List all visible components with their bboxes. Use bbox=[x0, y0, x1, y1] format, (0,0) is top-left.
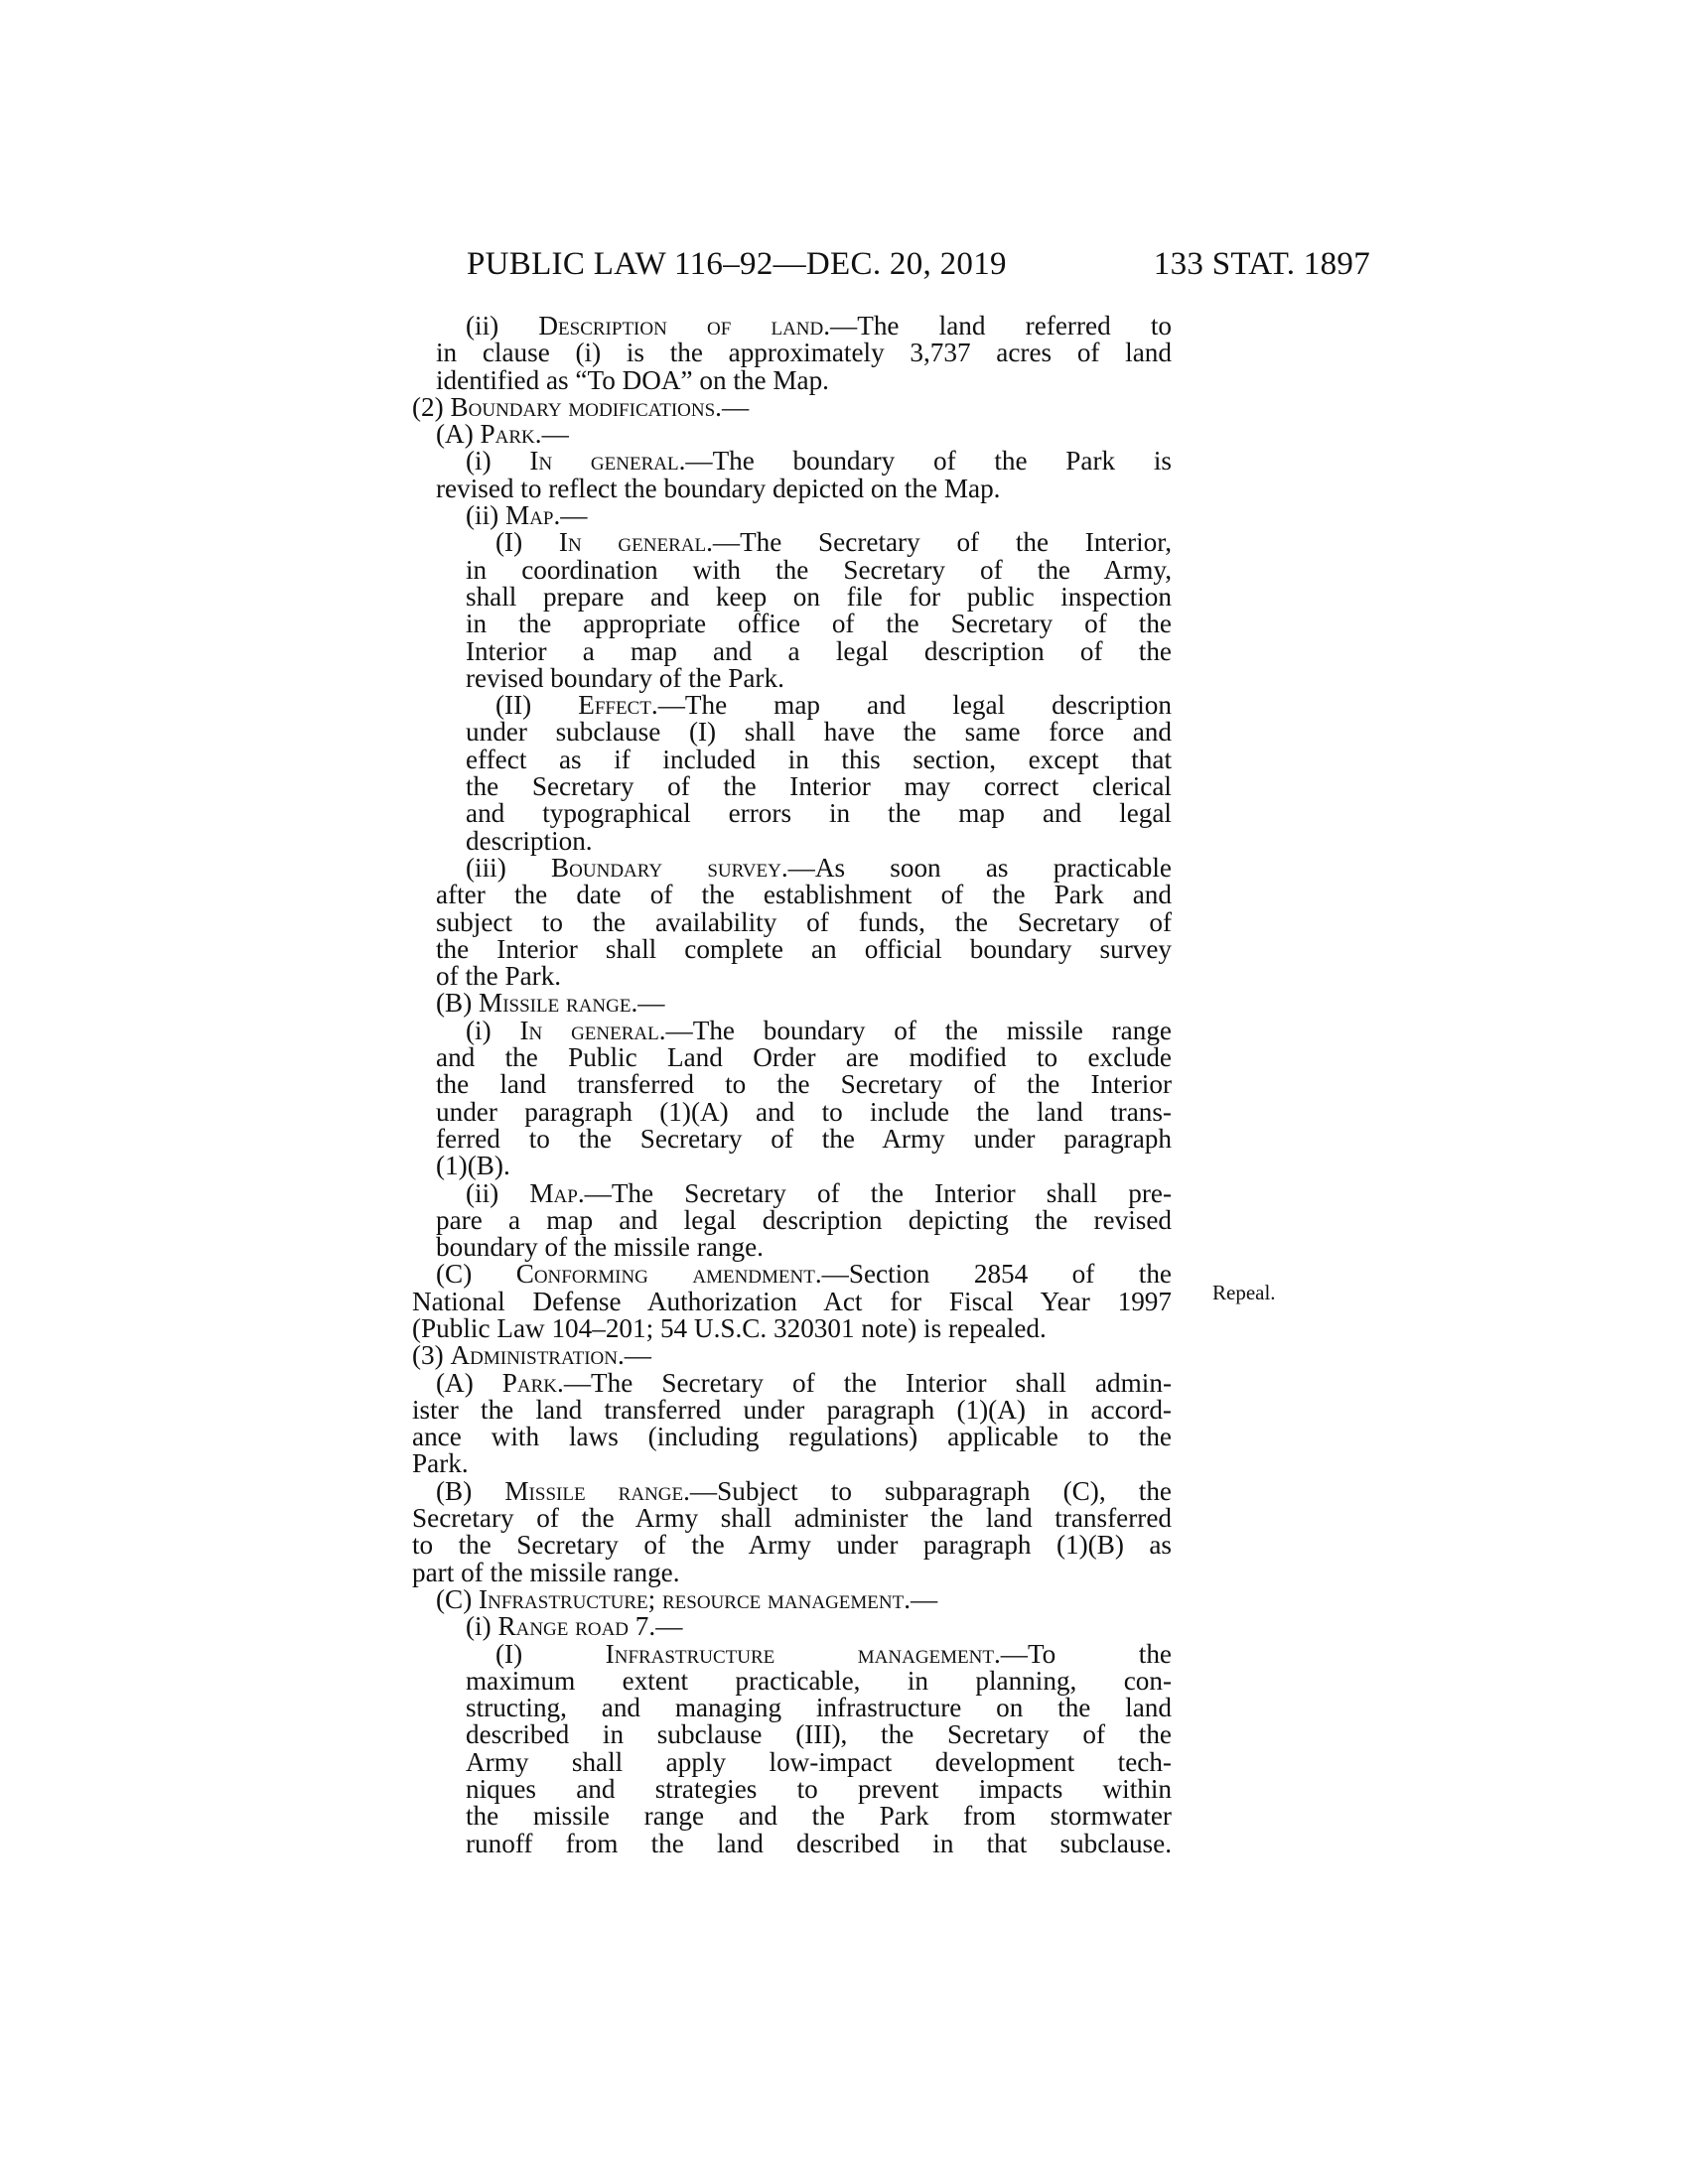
text-line bbox=[412, 448, 1172, 475]
line-text: .—To the bbox=[993, 1638, 1172, 1669]
line-text: description. bbox=[466, 825, 593, 856]
line-text: in clause (i) is the approximately 3,737 acres of land bbox=[436, 338, 1172, 368]
line-text: .— bbox=[617, 1340, 651, 1371]
text-line bbox=[412, 473, 1172, 503]
text-line bbox=[412, 963, 1172, 990]
line-text: ister the land transferred under paragraph (1)(A) in accord- bbox=[412, 1394, 1172, 1425]
text-line bbox=[412, 1204, 1172, 1235]
line-text: runoff from the land described in that subclause. bbox=[466, 1828, 1172, 1858]
text-line bbox=[412, 1665, 1172, 1696]
line-text: .—Subject to subparagraph (C), the bbox=[683, 1475, 1172, 1506]
statute-text bbox=[412, 313, 1172, 1857]
text-line bbox=[412, 581, 1172, 612]
text-line bbox=[412, 773, 1172, 800]
line-text: National Defense Authorization Act for Fiscal Year 1997 bbox=[412, 1286, 1172, 1316]
line-text: Interior a map and a legal description of the bbox=[466, 635, 1172, 666]
line-text: .—The Secretary of the Interior shall pre- bbox=[577, 1177, 1173, 1208]
line-text: .—The Secretary of the Interior shall admin- bbox=[557, 1367, 1172, 1398]
clause-designator: (ii) bbox=[466, 1177, 530, 1208]
line-text: .—Section 2854 of the bbox=[814, 1259, 1172, 1290]
clause-designator: (B) bbox=[436, 1475, 505, 1506]
text-line bbox=[412, 1776, 1172, 1803]
text-line bbox=[412, 662, 1172, 693]
clause-heading: In general bbox=[558, 527, 707, 558]
text-line bbox=[412, 1342, 1172, 1369]
text-line bbox=[412, 1015, 1172, 1045]
text-line bbox=[412, 1828, 1172, 1858]
line-text: revised boundary of the Park. bbox=[466, 662, 784, 693]
text-line bbox=[412, 1746, 1172, 1777]
text-line bbox=[412, 364, 1172, 395]
clause-designator: (A) bbox=[436, 419, 481, 450]
running-head: PUBLIC LAW 116–92—DEC. 20, 2019 bbox=[467, 246, 1007, 282]
clause-designator: (I) bbox=[495, 527, 559, 558]
clause-designator: (A) bbox=[436, 1367, 502, 1398]
text-line bbox=[412, 825, 1172, 856]
text-line bbox=[412, 1695, 1172, 1721]
text-line bbox=[412, 421, 1172, 448]
text-line bbox=[412, 990, 1172, 1017]
line-text: (Public Law 104–201; 54 U.S.C. 320301 note) is repealed. bbox=[412, 1312, 1047, 1343]
clause-designator: (C) bbox=[436, 1259, 516, 1290]
line-text: .— bbox=[631, 988, 665, 1019]
line-text: boundary of the missile range. bbox=[436, 1232, 764, 1263]
line-text: and the Public Land Order are modified to exclude bbox=[436, 1042, 1172, 1073]
clause-heading: Map bbox=[529, 1177, 578, 1208]
line-text: .—As soon as practicable bbox=[780, 852, 1172, 883]
line-text: in coordination with the Secretary of the Army, bbox=[466, 554, 1172, 585]
line-text: Secretary of the Army shall administer the land transferred bbox=[412, 1503, 1172, 1534]
line-text: and typographical errors in the map and legal bbox=[466, 798, 1172, 829]
clause-heading: Missile range bbox=[504, 1475, 684, 1506]
line-text: the Secretary of the Interior may correct clerical bbox=[466, 771, 1172, 802]
text-line bbox=[412, 719, 1172, 746]
line-text: after the date of the establishment of the Park and bbox=[436, 880, 1172, 910]
text-line bbox=[412, 800, 1172, 827]
line-text: under paragraph (1)(A) and to include the land trans- bbox=[436, 1096, 1172, 1127]
text-line bbox=[412, 1234, 1172, 1261]
text-line bbox=[412, 882, 1172, 908]
line-text: Park. bbox=[412, 1448, 469, 1479]
line-text: .— bbox=[648, 1611, 683, 1642]
clause-designator: (2) bbox=[412, 391, 451, 422]
text-line bbox=[412, 933, 1172, 964]
text-line bbox=[412, 1394, 1172, 1425]
line-text: in the appropriate office of the Secretary of the bbox=[466, 609, 1172, 639]
text-line bbox=[412, 1096, 1172, 1127]
line-text: .—The land referred to bbox=[823, 311, 1173, 341]
text-line bbox=[412, 1286, 1172, 1316]
text-line bbox=[412, 1312, 1172, 1343]
text-line bbox=[412, 502, 1172, 529]
text-line bbox=[412, 1044, 1172, 1071]
text-line bbox=[412, 852, 1172, 883]
clause-heading: Range road 7 bbox=[497, 1611, 649, 1642]
text-line bbox=[412, 391, 1172, 422]
line-text: niques and strategies to prevent impacts within bbox=[466, 1774, 1172, 1805]
clause-heading: Boundary survey bbox=[551, 852, 781, 883]
line-text: .—The map and legal description bbox=[650, 690, 1172, 721]
clause-designator: (C) bbox=[436, 1583, 480, 1614]
line-text: maximum extent practicable, in planning, con- bbox=[466, 1665, 1172, 1696]
page-header bbox=[467, 246, 1370, 286]
clause-designator: (I) bbox=[495, 1638, 606, 1669]
line-text: .— bbox=[904, 1583, 938, 1614]
clause-designator: (ii) bbox=[466, 311, 539, 341]
line-text: described in subclause (III), the Secretary of the bbox=[466, 1719, 1172, 1750]
text-line bbox=[412, 1613, 1172, 1640]
clause-designator: (3) bbox=[412, 1340, 451, 1371]
line-text: under subclause (I) shall have the same force and bbox=[466, 717, 1172, 748]
text-line bbox=[412, 529, 1172, 556]
line-text: Army shall apply low-impact development tech- bbox=[466, 1746, 1172, 1777]
text-line bbox=[412, 1367, 1172, 1398]
text-line bbox=[412, 313, 1172, 340]
text-line bbox=[412, 1153, 1172, 1179]
clause-heading: Description of land bbox=[538, 311, 824, 341]
text-line bbox=[412, 1177, 1173, 1208]
line-text: the Interior shall complete an official boundary survey bbox=[436, 933, 1172, 964]
clause-heading: Park bbox=[480, 419, 535, 450]
line-text: subject to the availability of funds, the Secretary of bbox=[436, 906, 1172, 937]
line-text: .— bbox=[553, 500, 588, 531]
text-line bbox=[412, 692, 1172, 719]
text-line bbox=[412, 1424, 1172, 1450]
clause-designator: (II) bbox=[495, 690, 579, 721]
text-line bbox=[412, 1721, 1172, 1748]
line-text: of the Park. bbox=[436, 961, 562, 992]
text-line bbox=[412, 906, 1172, 937]
line-text: .— bbox=[534, 419, 569, 450]
clause-heading: Administration bbox=[450, 1340, 618, 1371]
text-line bbox=[412, 744, 1172, 774]
clause-designator: (i) bbox=[466, 1015, 520, 1045]
text-line bbox=[412, 611, 1172, 637]
line-text: (1)(B). bbox=[436, 1151, 510, 1181]
text-line bbox=[412, 1261, 1172, 1288]
clause-heading: Infrastructure management bbox=[605, 1638, 994, 1669]
line-text: pare a map and legal description depicting the revised bbox=[436, 1204, 1172, 1235]
margin-note: Repeal. bbox=[1212, 1281, 1276, 1304]
clause-heading: In general bbox=[519, 1015, 659, 1045]
clause-heading: Conforming amendment bbox=[515, 1259, 815, 1290]
clause-heading: Park bbox=[501, 1367, 558, 1398]
line-text: the land transferred to the Secretary of the Interior bbox=[436, 1069, 1172, 1100]
line-text: ance with laws (including regulations) applicable to the bbox=[412, 1422, 1172, 1452]
text-line bbox=[412, 635, 1172, 666]
line-text: revised to reflect the boundary depicted on the Map. bbox=[436, 473, 1001, 503]
page-number: 133 STAT. 1897 bbox=[1153, 246, 1370, 282]
text-line bbox=[412, 1475, 1172, 1506]
line-text: part of the missile range. bbox=[412, 1557, 680, 1587]
text-line bbox=[412, 1638, 1172, 1669]
text-line bbox=[412, 340, 1172, 366]
line-text: structing, and managing infrastructure on the land bbox=[466, 1693, 1172, 1723]
line-text: .— bbox=[715, 391, 750, 422]
text-line bbox=[412, 1505, 1172, 1532]
text-line bbox=[412, 1450, 1172, 1477]
clause-designator: (B) bbox=[436, 988, 480, 1019]
clause-heading: Missile range bbox=[479, 988, 632, 1019]
clause-designator: (i) bbox=[466, 1611, 498, 1642]
line-text: the missile range and the Park from stormwater bbox=[466, 1801, 1172, 1832]
line-text: .—The boundary of the Park is bbox=[678, 446, 1172, 477]
line-text: shall prepare and keep on file for public inspection bbox=[466, 581, 1172, 612]
line-text: to the Secretary of the Army under paragraph (1)(B) as bbox=[412, 1530, 1172, 1561]
text-line bbox=[412, 1532, 1172, 1559]
clause-heading: Infrastructure; resource management bbox=[479, 1583, 905, 1614]
text-line bbox=[412, 1123, 1172, 1154]
clause-heading: In general bbox=[529, 446, 679, 477]
text-line bbox=[412, 1803, 1172, 1830]
clause-designator: (ii) bbox=[466, 500, 506, 531]
clause-heading: Boundary modifications bbox=[450, 391, 716, 422]
clause-designator: (i) bbox=[466, 446, 530, 477]
text-line bbox=[412, 1557, 1172, 1587]
line-text: identified as “To DOA” on the Map. bbox=[436, 364, 829, 395]
clause-designator: (iii) bbox=[466, 852, 552, 883]
text-line bbox=[412, 1583, 1172, 1614]
line-text: .—The boundary of the missile range bbox=[658, 1015, 1172, 1045]
clause-heading: Effect bbox=[578, 690, 651, 721]
line-text: .—The Secretary of the Interior, bbox=[706, 527, 1172, 558]
clause-heading: Map bbox=[505, 500, 554, 531]
line-text: effect as if included in this section, except that bbox=[466, 744, 1172, 774]
text-line bbox=[412, 554, 1172, 585]
line-text: ferred to the Secretary of the Army under paragraph bbox=[436, 1123, 1172, 1154]
text-line bbox=[412, 1071, 1172, 1098]
